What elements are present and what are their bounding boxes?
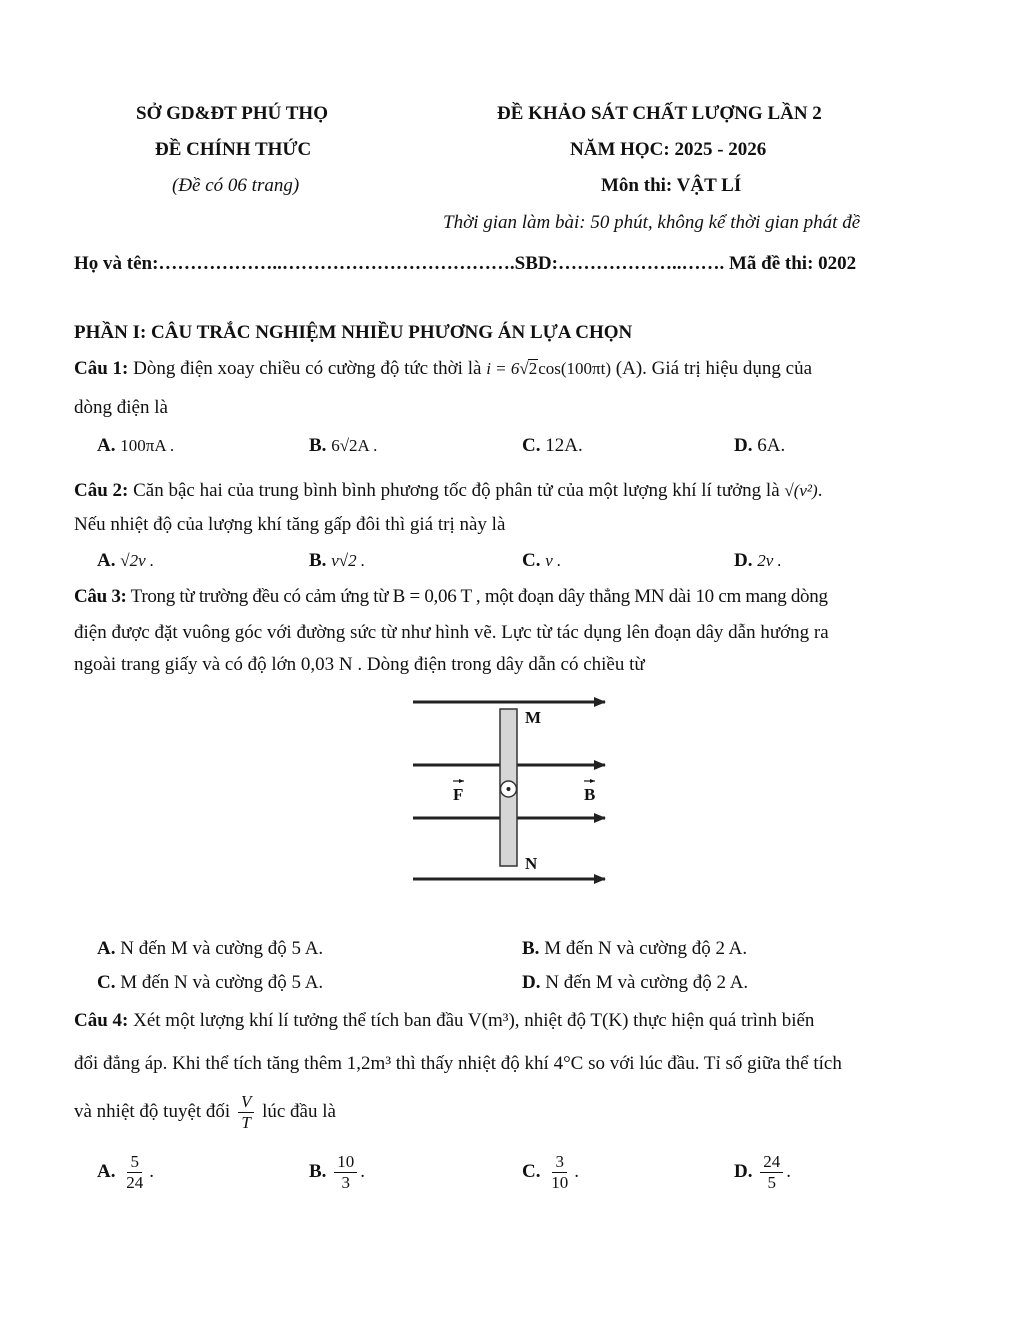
q4-text-b: đổi đẳng áp. Khi thể tích tăng thêm 1,2m³ thì thấy nhiệt độ khí 4°C so với lúc đầu. Tỉ số giữa thể tích <box>74 1053 842 1074</box>
q2-option-a[interactable]: A. √2v . <box>97 550 155 571</box>
q2-option-b[interactable]: B. v√2 . <box>309 550 366 571</box>
q4-text-c-line <box>74 1090 336 1134</box>
q2-text-a: Căn bậc hai của trung bình bình phương tốc độ phân tử của một lượng khí lí tưởng là <box>128 480 785 501</box>
q2-option-d[interactable]: D. 2v . <box>734 550 782 571</box>
question-3 <box>74 586 828 608</box>
q1-option-a[interactable]: A. 100πA . <box>97 435 175 456</box>
q3-option-b[interactable]: B. M đến N và cường độ 2 A. <box>522 938 748 959</box>
q3-text-c: ngoài trang giấy và có độ lớn 0,03 N . Dòng điện trong dây dẫn có chiều từ <box>74 654 645 675</box>
q1-option-b[interactable]: B. 6√2A . <box>309 435 378 456</box>
question-2: Câu 2: Căn bậc hai của trung bình bình phương tốc độ phân tử của một lượng khí lí tưởng là √(v²). <box>74 480 823 501</box>
q1-text-c: dòng điện là <box>74 397 168 418</box>
question-4 <box>74 1010 814 1032</box>
official-label: ĐỀ CHÍNH THỨC <box>155 139 312 160</box>
q1-formula-sqrt: 2 <box>528 359 538 378</box>
q1-formula-i: i = 6 <box>486 359 520 378</box>
q1-label: Câu 1: <box>74 358 129 379</box>
exam-title: ĐỀ KHẢO SÁT CHẤT LƯỢNG LẦN 2 <box>497 103 822 124</box>
section-title: PHẦN I: CÂU TRẮC NGHIỆM NHIỀU PHƯƠNG ÁN LỰA CHỌN <box>74 322 633 343</box>
name-sbd-field: Họ và tên:………………..……………………………….SBD:………………..……. <box>74 253 729 274</box>
exam-code: Mã đề thi: 0202 <box>728 253 857 274</box>
label-n: N <box>525 854 538 873</box>
time-note: Thời gian làm bài: 50 phút, không kể thời gian phát đề <box>443 212 861 233</box>
q1-option-c[interactable]: C. 12A. <box>522 435 583 456</box>
q2-text-b: Nếu nhiệt độ của lượng khí tăng gấp đôi thì giá trị này là <box>74 514 506 535</box>
q4-text-c: và nhiệt độ tuyệt đối <box>74 1101 235 1122</box>
student-info-line <box>74 253 856 275</box>
q4-option-c[interactable]: C. $\frac{3}{10}$ . <box>522 1152 579 1193</box>
q3-label: Câu 3: <box>74 586 127 607</box>
q1-option-d[interactable]: D. 6A. <box>734 435 786 456</box>
q4-ratio-fraction: $\frac{V}{T}$ <box>238 1092 254 1133</box>
q3-text-a: Trong từ trường đều có cảm ứng từ B = 0,06 T , một đoạn dây thẳng MN dài 10 cm mang dòng <box>126 586 828 607</box>
q1-text-b: (A). Giá trị hiệu dụng của <box>611 358 813 379</box>
q4-option-d[interactable]: D. $\frac{24}{5}$ . <box>734 1152 791 1193</box>
q3-text-b: điện được đặt vuông góc với đường sức từ như hình vẽ. Lực từ tác dụng lên đoạn dây dẫn hướng ra <box>74 622 829 643</box>
q4-text-a: Xét một lượng khí lí tưởng thể tích ban đầu V(m³), nhiệt độ T(K) thực hiện quá trình biến <box>128 1010 815 1031</box>
page-count-note: (Đề có 06 trang) <box>172 175 300 196</box>
label-b: B <box>584 785 596 804</box>
q1-text-a: Dòng điện xoay chiều có cường độ tức thời là <box>128 358 487 379</box>
q2-label: Câu 2: <box>74 480 129 501</box>
department-name: SỞ GD&ĐT PHÚ THỌ <box>136 103 328 124</box>
q1-formula-cos: cos(100πt) <box>538 359 612 378</box>
subject: Môn thi: VẬT LÍ <box>601 175 742 196</box>
question-1: Câu 1: Dòng điện xoay chiều có cường độ tức thời là i = 6√2cos(100πt) (A). Giá trị hiệu dụng của <box>74 358 813 379</box>
school-year: NĂM HỌC: 2025 - 2026 <box>570 139 767 160</box>
label-m: M <box>525 708 542 727</box>
q3-option-c[interactable]: C. M đến N và cường độ 5 A. <box>97 972 324 993</box>
q4-label: Câu 4: <box>74 1010 129 1031</box>
q4-option-b[interactable]: B. $\frac{10}{3}$ . <box>309 1152 365 1193</box>
q4-text-d: lúc đầu là <box>257 1101 336 1122</box>
q2-option-c[interactable]: C. v . <box>522 550 562 571</box>
label-f: F <box>453 785 464 804</box>
magnetic-field-figure <box>405 690 615 895</box>
q3-option-a[interactable]: A. N đến M và cường độ 5 A. <box>97 938 324 959</box>
q3-option-d[interactable]: D. N đến M và cường độ 2 A. <box>522 972 749 993</box>
q4-option-a[interactable]: A. $\frac{5}{24}$ . <box>97 1152 154 1193</box>
q2-formula: √(v²) <box>784 481 818 500</box>
